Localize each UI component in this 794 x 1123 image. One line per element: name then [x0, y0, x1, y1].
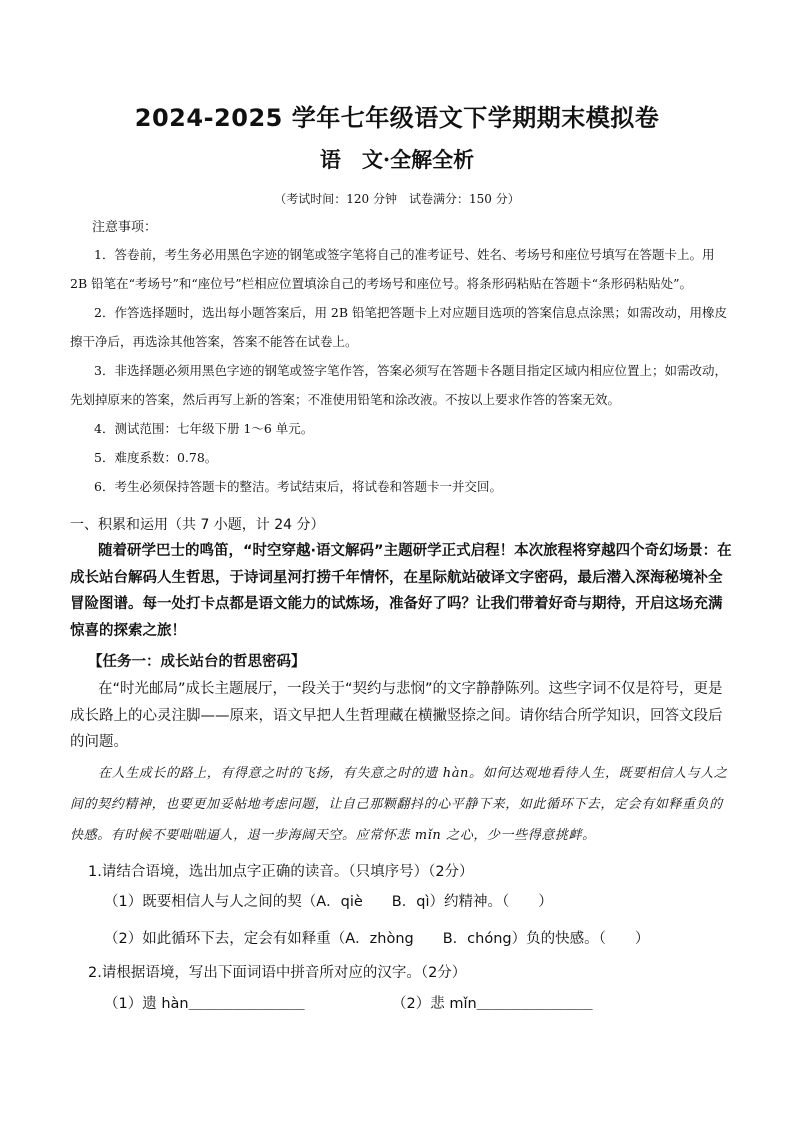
question-2-part-2: （2）悲 mǐn＿＿＿＿＿＿＿＿	[392, 996, 593, 1012]
notice-item: 2．作答选择题时，选出每小题答案后，用 2B 铅笔把答题卡上对应题目选项的答案信息点涂黑；如需改动，用橡皮擦干净后，再选涂其他答案，答案不能答在试卷上。	[70, 305, 728, 349]
section-heading: 一、积累和运用（共 7 小题，计 24 分）	[70, 517, 325, 533]
question-2-prompt: 2.请根据语境，写出下面词语中拼音所对应的汉字。（2分）	[88, 965, 467, 981]
notice-list	[70, 240, 732, 501]
notice-item: 6．考生必须保持答题卡的整洁。考试结束后，将试卷和答题卡一并交回。	[94, 479, 502, 494]
notice-heading: 注意事项：	[92, 220, 158, 235]
task1-heading: 【任务一：成长站台的哲思密码】	[88, 654, 306, 670]
page-title: 2024-2025 学年七年级语文下学期期末模拟卷	[134, 104, 660, 132]
page-subtitle: 语 文·全解全析	[319, 147, 475, 172]
question-2-part-1: （1）遗 hàn＿＿＿＿＿＿＿＿	[104, 996, 305, 1012]
question-1-prompt: 1.请结合语境，选出加点字正确的读音。（只填序号）（2分）	[88, 864, 474, 880]
exam-info: （考试时间：120 分钟 试卷满分：150 分）	[274, 192, 520, 206]
section-intro: 随着研学巴士的鸣笛，“时空穿越·语文解码”主题研学正式启程！本次旅程将穿越四个奇幻场景：在成长站台解码人生哲思，于诗词星河打捞千年情怀，在星际航站破译文字密码，最后潜入深海秘境补全冒险图谱。每一处打卡点都是语文能力的试炼场，准备好了吗？让我们带着好奇与期待，开启这场充满惊喜的探索之旅！	[70, 543, 732, 639]
notice-item: 4．测试范围：七年级下册 1～6 单元。	[94, 421, 314, 436]
question-1-part-2: （2）如此循环下去，定会有如释重（A．zhòng B．chóng）负的快感。（ ）	[104, 931, 650, 947]
notice-item: 3．非选择题必须用黑色字迹的钢笔或签字笔作答，答案必须写在答题卡各题目指定区域内相应位置上；如需改动，先划掉原来的答案，然后再写上新的答案；不准使用铅笔和涂改液。不按以上要求作答的答案无效。	[70, 363, 727, 407]
reading-passage: 在人生成长的路上，有得意之时的飞扬，有失意之时的遗 hàn。如何达观地看待人生，既要相信人与人之间的契约精神，也要更加妥帖地考虑问题，让自己那颗翻抖的心平静下来，如此循环下去，定会有如释重负的快感。有时候不要咄咄逼人，退一步海阔天空。应常怀悲 mǐn 之心，少一些得意挑衅。	[70, 766, 728, 843]
notice-item: 5．难度系数：0.78。	[94, 450, 218, 465]
task1-paragraph: 在“时光邮局”成长主题展厅，一段关于“契约与悲悯”的文字静静陈列。这些字词不仅是符号，更是成长路上的心灵注脚——原来，语文早把人生哲理藏在横撇竖捺之间。请你结合所学知识，回答文段后的问题。	[70, 681, 723, 750]
notice-item: 1．答卷前，考生务必用黑色字迹的钢笔或签字笔将自己的准考证号、姓名、考场号和座位号填写在答题卡上。用 2B 铅笔在“考场号”和“座位号”栏相应位置填涂自己的考场号和座位号。将条形码粘贴在答题卡“条形码粘贴处”。	[70, 247, 715, 291]
question-1-part-1: （1）既要相信人与人之间的契（A．qiè B．qì）约精神。（ ）	[104, 894, 553, 910]
